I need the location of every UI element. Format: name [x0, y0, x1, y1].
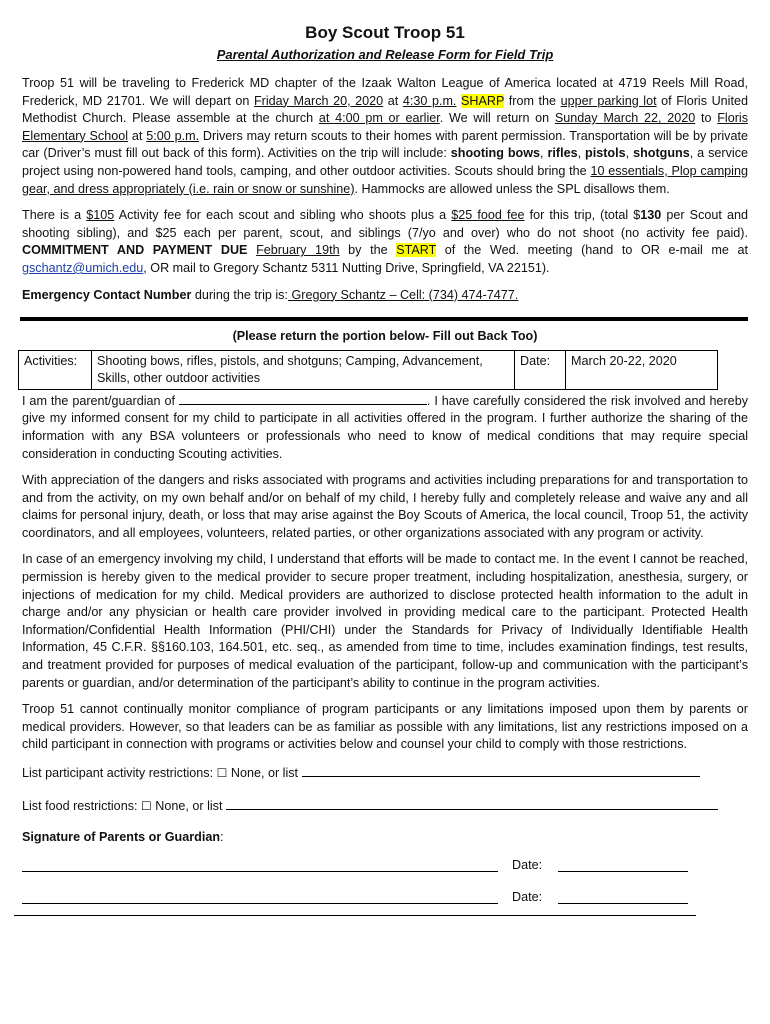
activities-label: Activities:	[19, 350, 92, 389]
form-subtitle: Parental Authorization and Release Form for Field Trip	[216, 47, 554, 62]
activity-restrictions-row: List participant activity restrictions: ☐ None, or list	[22, 764, 748, 783]
signature-date-label-2: Date:	[512, 889, 543, 904]
signature-line-2[interactable]	[22, 903, 498, 904]
start-highlight: START	[396, 243, 437, 258]
emergency-contact: Emergency Contact Number during the trip is: Gregory Schantz – Cell: (734) 474-7477.	[22, 287, 519, 302]
sharp-highlight: SHARP	[461, 93, 505, 108]
child-name-field[interactable]	[179, 392, 427, 405]
signature-line-1[interactable]	[22, 871, 498, 872]
medical-paragraph: In case of an emergency involving my child, I understand that efforts will be made to contact me. In the event I cannot be reached, permission is hereby given to the medical provider to secure proper treatment, including hospitalization, anesthesia, surgery, or injections of medication for my child. Medical providers are authorized to disclose protected health information to the adult in charge and/or any physician or health care provider involved in providing medical care to the participant. Protected Health Information/Confidential Health Information (PHI/CHI) under the Standards for Privacy of Individually Identifiable Health Information, 45 C.F.R. §§160.103, 164.501, etc. seq., as amended from time to time, includes examination findings, test results, and treatment provided for purposes of medical evaluation of the participant, follow-up and communication with the participant’s parents or guardian, and/or determination of the participant’s ability to continue in the program activities.	[22, 552, 748, 690]
trip-details-paragraph: Troop 51 will be traveling to Frederick MD chapter of the Izaak Walton League of America located at 4719 Reels Mill Road, Frederick, MD 21701. We will depart on Friday March 20, 2020 at 4:30 p.m. SHARP from the upper parking lot of Floris United Methodist Church. Please assemble at the church at 4:00 pm or earlier. We will return on Sunday March 22, 2020 to Floris Elementary School at 5:00 p.m. Drivers may return scouts to their homes with parent permission. Transportation will be by private car (Driver’s must fill out back of this form). Activities on the trip will include: shooting bows, rifles, pistols, shotguns, a service project using non-powered hand tools, camping, and other outdoor activities. Scouts should bring the 10 essentials, Plop camping gear, and dress appropriately (i.e. rain or snow or sunshine). Hammocks are allowed unless the SPL disallows them.	[22, 76, 748, 196]
signature-date-line-2[interactable]	[558, 903, 688, 904]
fees-paragraph: There is a $105 Activity fee for each scout and sibling who shoots plus a $25 food fee for this trip, (total $130 per Scout and shooting sibling), and $25 each per parent, scout, and siblings (7/yo and over) who do not shoot (no activity fee paid). COMMITMENT AND PAYMENT DUE February 19th by the START of the Wed. meeting (hand to OR e-mail me at gschantz@umich.edu, OR mail to Gregory Schantz 5311 Nutting Drive, Springfield, VA 22151).	[22, 208, 749, 275]
signature-row-2	[22, 885, 748, 917]
activities-table	[18, 350, 718, 390]
email-link[interactable]: gschantz@umich.edu	[22, 260, 144, 275]
section-divider	[20, 317, 748, 321]
activities-value: Shooting bows, rifles, pistols, and shotguns; Camping, Advancement, Skills, other outdoor activities	[92, 350, 515, 389]
activity-none-checkbox[interactable]: ☐	[216, 766, 228, 780]
signature-date-line-1[interactable]	[558, 871, 688, 872]
consent-paragraph: I am the parent/guardian of . I have carefully considered the risk involved and hereby give my informed consent for my child to participate in all activities offered in the program. I further authorize the sharing of the information with any BSA volunteers or professionals who need to know of medical conditions that may require special consideration in conducting Scouting activities.	[22, 393, 748, 461]
food-restrictions-row: List food restrictions: ☐ None, or list	[22, 797, 748, 816]
activity-restrictions-field[interactable]	[302, 764, 700, 777]
form-title: Boy Scout Troop 51	[305, 23, 465, 42]
food-none-checkbox[interactable]: ☐	[141, 798, 152, 813]
signature-date-label-1: Date:	[512, 857, 543, 872]
date-value: March 20-22, 2020	[566, 350, 718, 389]
date-label: Date:	[515, 350, 566, 389]
bottom-rule	[14, 915, 696, 916]
food-restrictions-field[interactable]	[226, 797, 718, 810]
release-form	[22, 22, 748, 917]
signature-title: Signature of Parents or Guardian:	[22, 830, 224, 845]
return-note: (Please return the portion below- Fill out Back Too)	[232, 329, 538, 344]
release-paragraph: With appreciation of the dangers and risks associated with programs and activities including preparations for and transportation to and from the activity, on my own behalf and/or on behalf of my child, I hereby fully and completely release and waive any and all claims for personal injury, death, or loss that may arise against the Boy Scouts of America, the local council, Troop 51, the activity coordinators, and all employees, volunteers, related parties, or other organizations associated with any program or activity.	[22, 473, 748, 540]
limitations-paragraph: Troop 51 cannot continually monitor compliance of program participants or any limitations imposed upon them by parents or medical providers. However, so that leaders can be as familiar as possible with any limitations, list any restrictions imposed on a child participant in connection with programs or activities below and counsel your child to comply with those restrictions.	[22, 702, 748, 752]
signature-row-1	[22, 853, 748, 885]
